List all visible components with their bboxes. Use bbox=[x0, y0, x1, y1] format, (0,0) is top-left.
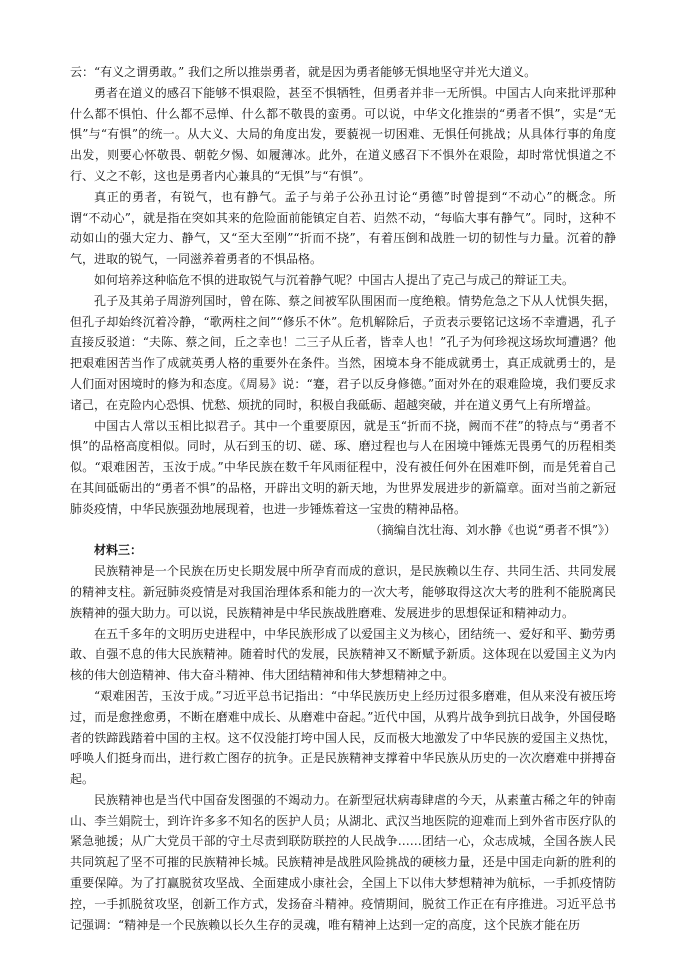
paragraph-3: 真正的勇者，有锐气，也有静气。孟子与弟子公孙丑讨论“勇德”时曾提到“不动心”的概念。所谓“不动心”，就是指在突如其来的危险面前能镇定自若、岿然不动，“每临大事有静气”。同时，这种不动如山的强大定力、静气，又“至大至刚”“折而不挠”，有着压倒和战胜一切的韧性与力量。沉着的静气，进取的锐气，一同滋养着勇者的不惧品格。 bbox=[70, 189, 616, 267]
document-page bbox=[70, 62, 616, 935]
paragraph-4: 如何培养这种临危不惧的进取锐气与沉着静气呢？中国古人提出了克己与成己的辩证工夫。 bbox=[94, 272, 575, 287]
paragraph-9: “艰难困苦，玉汝于成。”习近平总书记指出：“中华民族历史上经历过很多磨难，但从来没有被压垮过，而是愈挫愈勇，不断在磨难中成长、从磨难中奋起。”近代中国，从鸦片战争到抗日战争，外国侵略者的铁蹄践踏着中国的主权。这不仅没能打垮中国人民，反而极大地激发了中华民族的爱国主义热忱，呼唤人们挺身而出，进行救亡图存的抗争。正是民族精神支撑着中华民族从历史的一次次磨难中拼搏奋起。 bbox=[70, 688, 616, 787]
paragraph-7: 民族精神是一个民族在历史长期发展中所孕育而成的意识，是民族赖以生存、共同生活、共同发展的精神支柱。新冠肺炎疫情是对我国治理体系和能力的一次大考，能够取得这次大考的胜利不能脱离民族精神的强大助力。可以说，民族精神是中华民族战胜磨难、发展进步的思想保证和精神动力。 bbox=[70, 564, 616, 620]
paragraph-6: 中国古人常以玉相比拟君子。其中一个重要原因，就是玉“折而不挠，阙而不荏”的特点与“勇者不惧”的品格高度相似。同时，从石到玉的切、磋、琢、磨过程也与人在困境中锤炼无畏勇气的历程相类似。“艰难困苦，玉汝于成。”中华民族在数千年风雨征程中，没有被任何外在困难吓倒，而是凭着自己在其间砥砺出的“勇者不惧”的品格，开辟出文明的新天地，为世界发展进步的新篇章。面对当前之新冠肺炎疫情，中华民族强劲地展现着，也进一步锤炼着这一宝贵的精神品格。 bbox=[70, 418, 616, 516]
paragraph-2: 勇者在道义的感召下能够不惧艰险，甚至不惧牺牲，但勇者并非一无所惧。中国古人向来批评那种什么都不惧怕、什么都不忌惮、什么都不敬畏的蛮勇。可以说，中华文化推崇的“勇者不惧”，实是“无惧”与“有惧”的统一。从大义、大局的角度出发，要藐视一切困难、无惧任何挑战；从具体行事的角度出发，则要心怀敬畏、朝乾夕惕、如履薄冰。此外，在道义感召下不惧外在艰险，却时常忧惧道之不行、义之不彰，这也是勇者内心兼具的“无惧”与“有惧”。 bbox=[70, 85, 616, 183]
paragraph-10: 民族精神也是当代中国奋发图强的不竭动力。在新型冠状病毒肆虐的今天，从素董古稀之年的钟南山、李兰娟院士，到许许多多不知名的医护人员；从湖北、武汉当地医院的迎难而上到外省市医疗队的紧急驰援；从广大党员干部的守土尽责到联防联控的人民战争……团结一心，众志成城，全国各族人民共同筑起了坚不可摧的民族精神长城。民族精神是战胜风险挑战的硬核力量，还是中国走向新的胜利的重要保障。为了打赢脱贫攻坚战、全面建成小康社会，全国上下以伟大梦想精神为航标，一手抓疫情防控，一手抓脱贫攻坚，创新工作方式，发扬奋斗精神。疫情期间，脱贫工作正在有序推进。习近平总书记强调：“精神是一个民族赖以长久生存的灵魂，唯有精神上达到一定的高度，这个民族才能在历 bbox=[70, 792, 616, 932]
source-citation: （摘编自沈壮海、刘水静《也说“勇者不惧”》） bbox=[369, 522, 616, 537]
paragraph-5: 孔子及其弟子周游列国时，曾在陈、蔡之间被军队围困而一度绝粮。情势危急之下从人忧惧失据，但孔子却始终沉着冷静，“歌两柱之间”“修乐不休”。危机解除后，子贡表示要铭记这场不幸遭遇，孔子直接反驳道：“夫陈、蔡之间，丘之幸也！二三子从丘者，皆幸人也！”孔子为何珍视这场坎坷遭遇？他把艰难困苦当作了成就英勇人格的重要外在条件。当然，困境本身不能成就勇士，真正成就勇士的，是人们面对困境时的修为和态度。《周易》说：“蹇，君子以反身修德。”面对外在的艰难险境，我们要反求诸己，在克险内心恐惧、忧愁、烦扰的同时，积极自我砥砺、超越突破，并在道义勇气上有所增益。 bbox=[70, 293, 616, 412]
paragraph-8: 在五千多年的文明历史进程中，中华民族形成了以爱国主义为核心，团结统一、爱好和平、勤劳勇敢、自强不息的伟大民族精神。随着时代的发展，民族精神又不断赋予新质。这体现在以爱国主义为内核的伟大创造精神、伟大奋斗精神、伟大团结精神和伟大梦想精神之中。 bbox=[70, 626, 616, 683]
paragraph-1: 云：“有义之谓勇敢。” 我们之所以推崇勇者，就是因为勇者能够无惧地坚守并光大道义。 bbox=[70, 65, 537, 79]
material-heading: 材料三： bbox=[94, 543, 143, 558]
